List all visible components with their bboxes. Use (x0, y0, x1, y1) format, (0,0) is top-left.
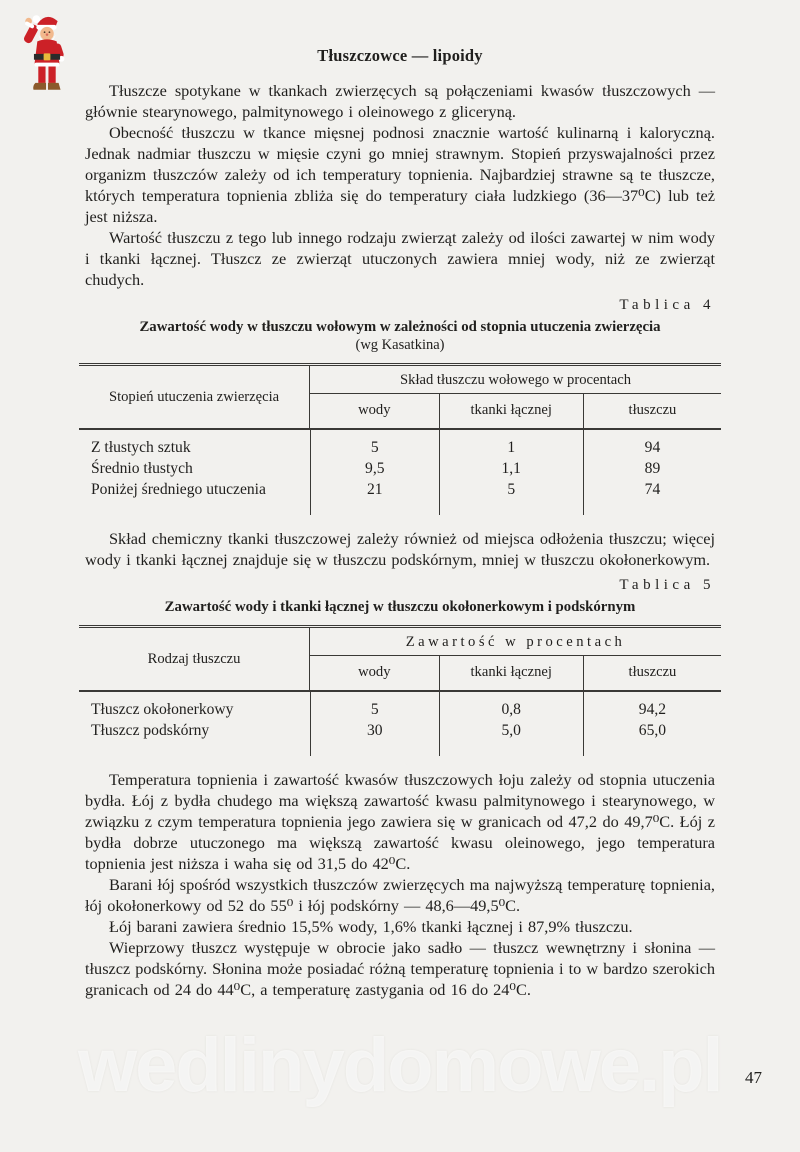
table4-header (79, 366, 721, 428)
table4 (79, 363, 721, 515)
paragraph-1: Tłuszcze spotykane w tkankach zwierzęcych są połączeniami kwasów tłuszczowych — głównie stearynowego, palmitynowego i oleinowego z gliceryną. (85, 81, 715, 121)
table4-row-labels (79, 430, 310, 515)
table-cell: 94 (644, 439, 661, 456)
table4-body (79, 428, 721, 515)
table4-subheaders (310, 394, 721, 428)
table-row-label: Średnio tłustych (91, 460, 193, 477)
table-cell: 1,1 (501, 460, 521, 477)
paragraph-4: Skład chemiczny tkanki tłuszczowej zależy również od miejsca odłożenia tłuszczu; więcej wody i tkanki łącznej znajduje się w tłuszczu podskórnym, mniej w tłuszczu okołonerkowym. (85, 529, 715, 569)
paragraph-2: Obecność tłuszczu w tkance mięsnej podnosi znacznie wartość kulinarną i kaloryczną. Jednak nadmiar tłuszczu w mięsie czyni go mniej strawnym. Stopień przyswajalności przez organizm tłuszczów zależy od ich temperatury topnienia. Najbardziej strawne są te tłuszcze, których temperatura topnienia zbliża się do temperatury ciała ludzkiego (36—37⁰C) lub też jest niższa. (85, 123, 715, 226)
page-number: 47 (745, 1068, 762, 1087)
table4-subheader-tkanki: tkanki łącznej (439, 394, 583, 428)
table-row-label: Tłuszcz okołonerkowy (91, 701, 234, 718)
table-cell: 5 (507, 481, 516, 498)
table4-col-tluszczu (583, 430, 721, 515)
table-cell: 94,2 (638, 701, 667, 718)
table5-subheader-wody: wody (358, 664, 391, 680)
table-row-label: Tłuszcz podskórny (91, 722, 210, 739)
table4-caption-sub: (wg Kasatkina) (355, 337, 445, 353)
table5 (79, 625, 721, 756)
table-cell: 5 (370, 439, 379, 456)
table5-header (79, 628, 721, 690)
table5-col-tkanki (439, 692, 583, 756)
table5-caption: Zawartość wody i tkanki łącznej w tłuszczu okołonerkowym i podskórnym (164, 599, 636, 615)
table5-col-tluszczu (583, 692, 721, 756)
table-cell: 21 (367, 481, 383, 498)
table5-row-labels (79, 692, 310, 756)
watermark: wedlinydomowe.pl (78, 1023, 722, 1108)
table4-col-wody (310, 430, 438, 515)
table-cell: 0,8 (501, 701, 521, 718)
table4-subheader-tluszczu: tłuszczu (583, 394, 721, 428)
table-cell: 65,0 (638, 722, 667, 739)
paragraph-8: Wieprzowy tłuszcz występuje w obrocie jako sadło — tłuszcz wewnętrzny i słonina — tłuszcz podskórny. Słonina może posiadać różną temperaturę topnienia i to w bardzo szerokich granicach od 24 do 44⁰C, a temperaturę zastygania od 16 do 24⁰C. (85, 938, 715, 999)
table5-col-wody (310, 692, 438, 756)
table-cell: 5,0 (501, 722, 521, 739)
table-cell: 5 (370, 701, 379, 718)
paragraph-5: Temperatura topnienia i zawartość kwasów tłuszczowych łoju zależy od stopnia utuczenia bydła. Łój z bydła chudego ma większą zawartość kwasu palmitynowego i stearynowego, w związku z czym temperatura topnienia jego zawiera się w granicach od 47,2 do 49,7⁰C. Łój z bydła dobrze utuczonego ma większą zawartość kwasu oleinowego, jego temperatura topnienia jest niższa i waha się od 31,5 do 42⁰C. (85, 770, 715, 873)
table4-group-header: Skład tłuszczu wołowego w procentach (310, 366, 721, 394)
table4-column-header-left: Stopień utuczenia zwierzęcia (79, 366, 310, 428)
table-cell: 89 (644, 460, 661, 477)
table-cell: 30 (367, 722, 383, 739)
table5-header-right (310, 628, 721, 690)
table4-subheader-wody: wody (358, 402, 391, 418)
table-row-label: Z tłustych sztuk (91, 439, 191, 456)
paragraph-6: Barani łój spośród wszystkich tłuszczów zwierzęcych ma najwyższą temperaturę topnienia, łój okołonerkowy od 52 do 55⁰ i łój podskórny — 48,6—49,5⁰C. (85, 875, 715, 915)
table5-body (79, 690, 721, 756)
santa-claus-illustration (18, 8, 76, 96)
table5-column-header-left: Rodzaj tłuszczu (79, 628, 310, 690)
table-row-label: Poniżej średniego utuczenia (91, 481, 266, 498)
table5-subheader-tkanki: tkanki łącznej (439, 656, 583, 690)
table5-subheader-tluszczu: tłuszczu (583, 656, 721, 690)
page-title: Tłuszczowce — lipoidy (317, 46, 483, 65)
table4-label: Tablica 4 (619, 297, 715, 313)
paragraph-3: Wartość tłuszczu z tego lub innego rodzaju zwierząt zależy od ilości zawartej w nim wody i tkanki łącznej. Tłuszcz ze zwierząt utuczonych zawiera mniej wody, niż ze zwierząt chudych. (85, 228, 715, 289)
table5-label: Tablica 5 (619, 577, 715, 593)
table4-caption: Zawartość wody w tłuszczu wołowym w zależności od stopnia utuczenia zwierzęcia (139, 319, 661, 335)
table-cell: 74 (644, 481, 661, 498)
table-cell: 9,5 (365, 460, 385, 477)
table4-col-tkanki (439, 430, 583, 515)
table-cell: 1 (507, 439, 516, 456)
table5-subheaders (310, 656, 721, 690)
paragraph-7: Łój barani zawiera średnio 15,5% wody, 1,6% tkanki łącznej i 87,9% tłuszczu. (109, 917, 633, 936)
table4-header-right (310, 366, 721, 428)
table5-group-header: Zawartość w procentach (310, 628, 721, 656)
